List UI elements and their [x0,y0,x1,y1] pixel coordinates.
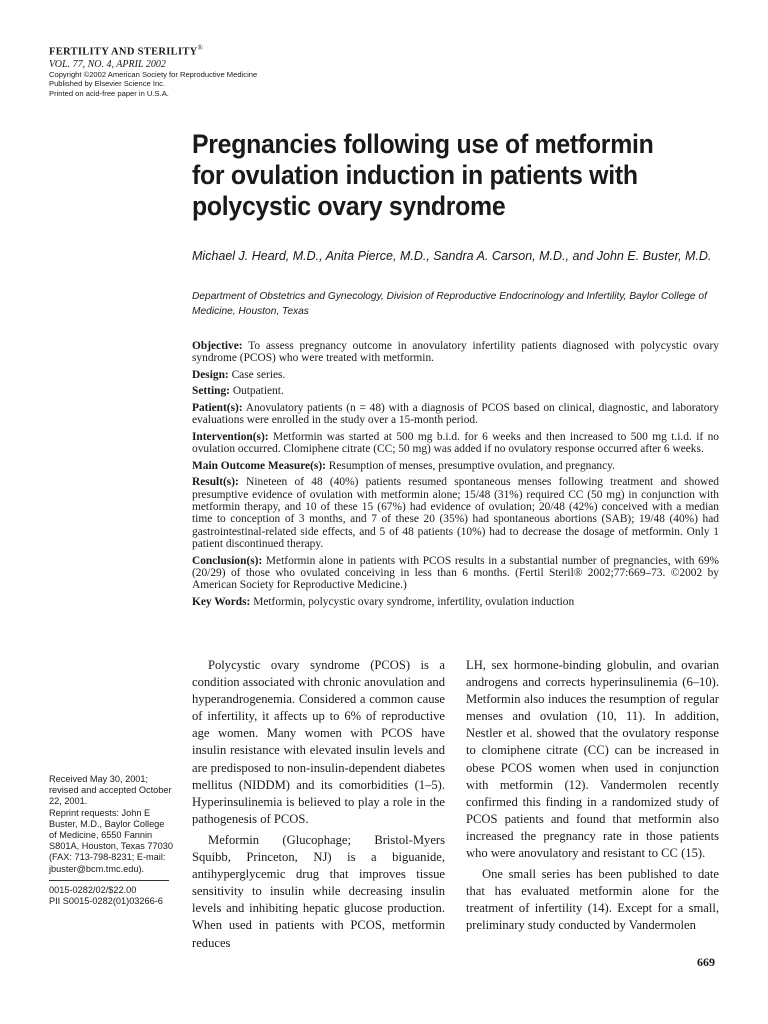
received-dates: Received May 30, 2001; revised and accepted October 22, 2001. [49,774,172,807]
abstract-keywords: Key Words: Metformin, polycystic ovary syndrome, infertility, ovulation induction [192,595,575,608]
author-list: Michael J. Heard, M.D., Anita Pierce, M.D., Sandra A. Carson, M.D., and John E. Buster, M.D. [192,249,712,263]
affiliation: Department of Obstetrics and Gynecology, Division of Reproductive Endocrinology and Infertility, Baylor College of Medicine, Houston, Texas [192,291,707,317]
journal-header [49,42,309,98]
registered-mark: ® [197,44,204,52]
abstract-design: Design: Case series. [192,368,286,381]
abstract-results: Result(s): Nineteen of 48 (40%) patients resumed spontaneous menses following treatment and showed presumptive evidence of ovulation with metformin alone; 15/48 (31%) required CC (50 mg) in conjunction with metformin therapy, and 10 of these 15 (67%) had evidence of ovulation; 20/48 (42%) conceived with a median time to conception of 3 months, and 7 of these 20 (35%) had spontaneous abortions (SAB); 19/48 (40%) had gastrointestinal-related side effects, and 5 of 48 patients (10%) had to decrease the dosage of metformin. Only 1 patient discontinued therapy. [192,476,719,550]
reprint-requests: Reprint requests: John E Buster, M.D., Baylor College of Medicine, 6550 Fannin S801A, Houston, Texas 77030 (FAX: 713-798-8231; E-mail: jbuster@bcm.tmc.edu). [49,807,173,874]
journal-name: FERTILITY AND STERILITY [49,46,198,58]
page-number: 669 [697,955,715,969]
sidebar-divider [49,880,169,881]
journal-printed: Printed on acid-free paper in U.S.A. [49,88,169,98]
issn-code: 0015-0282/02/$22.00 [49,884,137,895]
abstract-setting: Setting: Outpatient. [192,385,284,398]
abstract-objective: Objective: To assess pregnancy outcome in anovulatory infertility patients diagnosed with polycystic ovary syndrome (PCOS) who were treated with metformin. [192,340,719,365]
body-column-right [466,657,719,935]
journal-publisher: Published by Elsevier Science Inc. [49,79,166,88]
body-paragraph: LH, sex hormone-binding globulin, and ovarian androgens and corrects hyperinsulinemia (6–10). Metformin also induces the resumption of regular menses and ovulation (10, 11). In addition, Nestler et al. showed that the ovulatory response to clomiphene citrate (CC) can be increased in obese PCOS women when used in conjunction with metformin (12). Vandermolen recently confirmed this finding in a randomized study of PCOS patients and found that metformin also increased the pregnancy rate in those patients who were anovulatory and resistant to CC (15). [466,658,719,861]
journal-copyright: Copyright ©2002 American Society for Reproductive Medicine [49,69,258,79]
abstract-outcome-measures: Main Outcome Measure(s): Resumption of menses, presumptive ovulation, and pregnancy. [192,459,615,472]
body-paragraph: Polycystic ovary syndrome (PCOS) is a condition associated with chronic anovulation and hyperandrogenemia. Considered a common cause of infertility, it affects up to 6% of reproductive age women. Many women with PCOS have insulin resistance with elevated insulin levels and are predisposed to non-insulin-dependent diabetes mellitus (NIDDM) and its comorbidities (1–5). Hyperinsulinemia is believed to play a role in the pathogenesis of PCOS. [192,658,445,826]
pii-code: PII S0015-0282(01)03266-6 [49,896,163,907]
abstract [192,340,719,612]
journal-volume: VOL. 77, NO. 4, APRIL 2002 [49,58,166,70]
abstract-conclusions: Conclusion(s): Metformin alone in patients with PCOS results in a substantial number of pregnancies, with 69% (20/29) of those who ovulated conceiving in less than 6 months. (Fertil Steril® 2002;77:669–73. ©2002 by American Society for Reproductive Medicine.) [192,554,719,592]
article-sidebar [49,774,174,907]
abstract-interventions: Intervention(s): Metformin was started at 500 mg b.i.d. for 6 weeks and then increased to 500 mg t.i.d. if no ovulation occurred. Clomiphene citrate (CC; 50 mg) was added if no ovulatory response occurred after 6 weeks. [192,430,719,456]
body-paragraph: One small series has been published to date that has evaluated metformin alone for the treatment of infertility (14). Except for a small, preliminary study conducted by Vandermolen [466,867,719,933]
abstract-patients: Patient(s): Anovulatory patients (n = 48) with a diagnosis of PCOS based on clinical, diagnostic, and laboratory evaluations were enrolled in the study over a 15-month period. [192,402,719,427]
body-column-left [192,657,445,952]
body-paragraph: Meformin (Glucophage; Bristol-Myers Squibb, Princeton, NJ) is a biguanide, antihyperglycemic drug that improves tissue sensitivity to insulin while decreasing insulin levels and inhibiting hepatic glucose production. When used in patients with PCOS, metformin reduces [192,832,445,950]
article-title: Pregnancies following use of metformin for ovulation induction in patients with polycystic ovary syndrome [192,129,654,221]
